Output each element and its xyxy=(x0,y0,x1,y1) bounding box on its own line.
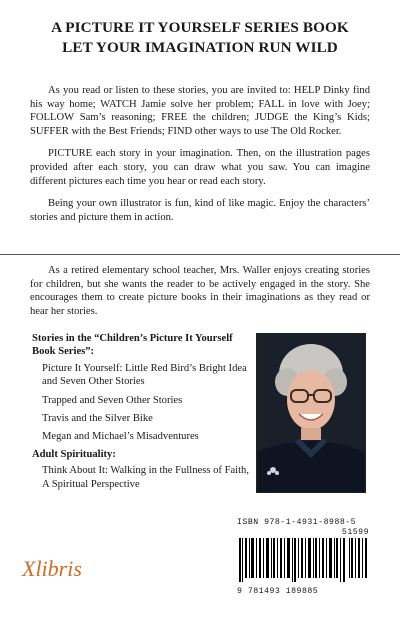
intro-paragraph-2: PICTURE each story in your imagination. Then, on the illustration pages provided after each story, you can draw what you saw. You can imagine different pictures each time you hear or read each story. xyxy=(30,148,370,187)
series-item: Megan and Michael’s Misadventures xyxy=(42,431,199,443)
spirituality-item: Think About It: Walking in the Fullness of Faith, A Spiritual Perspective xyxy=(42,465,249,490)
cover-header xyxy=(0,18,400,58)
author-bio-text: As a retired elementary school teacher, Mrs. Waller enjoys creating stories for children, but she wants the reader to be actively engaged in the story. She encourages them to create picture books in their imaginations as they read or hear her stories. xyxy=(30,265,370,317)
series-list xyxy=(32,332,252,449)
series-item: Trapped and Seven Other Stories xyxy=(42,394,183,406)
price-code: 51599 xyxy=(341,528,369,537)
author-bio xyxy=(30,264,370,318)
series-item: Travis and the Silver Bike xyxy=(42,413,153,425)
spirituality-list xyxy=(32,448,252,491)
intro-paragraph-1: As you read or listen to these stories, you are invited to: HELP Dinky find his way home; WATCH Jamie solve her problem; FALL in love with Joey; FOLLOW Sam’s reasoning; FREE the children; JUDGE the King’s Kids; SUFFER with the Best Friends; FIND other ways to use The Old Rocker. xyxy=(30,85,370,137)
intro-paragraph-3: Being your own illustrator is fun, kind of like magic. Enjoy the characters’ stories and picture them in action. xyxy=(30,198,370,223)
header-line-1: A PICTURE IT YOURSELF SERIES BOOK xyxy=(51,19,349,36)
author-photo xyxy=(256,333,366,493)
barcode-digits: 9 781493 189885 xyxy=(237,587,319,596)
intro-text xyxy=(30,84,370,233)
series-item: Picture It Yourself: Little Red Bird’s Bright Idea and Seven Other Stories xyxy=(42,362,247,388)
author-portrait-illustration xyxy=(257,334,365,492)
publisher-logo: Xlibris xyxy=(22,556,82,581)
barcode-icon xyxy=(237,538,371,592)
barcode-block xyxy=(237,518,371,603)
header-line-2: LET YOUR IMAGINATION RUN WILD xyxy=(62,39,338,56)
spirituality-heading: Adult Spirituality: xyxy=(32,449,116,460)
isbn-label: ISBN 978-1-4931-8988-5 xyxy=(237,518,357,527)
series-heading: Stories in the “Children’s Picture It Yourself Book Series”: xyxy=(32,333,233,358)
section-divider xyxy=(0,254,400,255)
